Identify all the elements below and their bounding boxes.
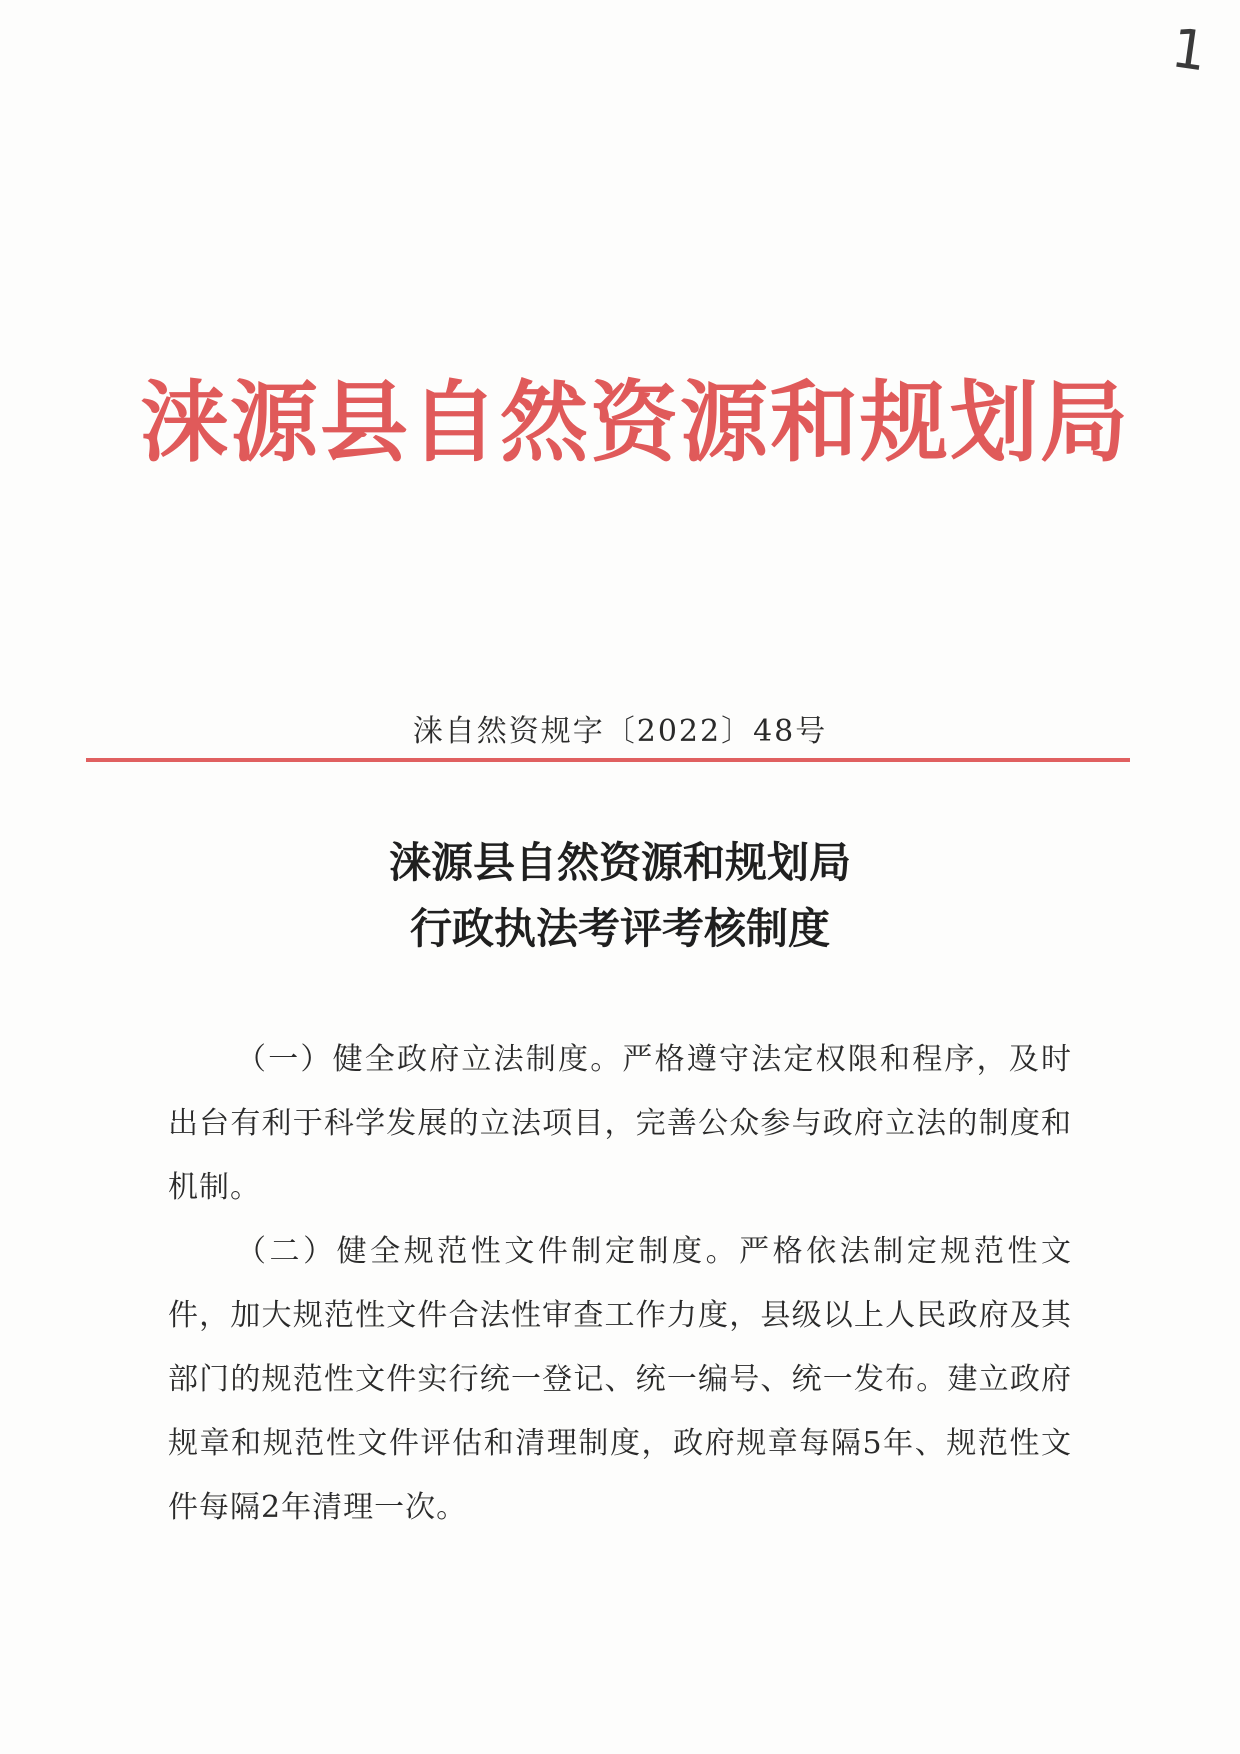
document-body: [168, 1028, 1072, 1540]
handwritten-page-number: 1: [1167, 16, 1211, 84]
document-title-line-1: 涞源县自然资源和规划局: [388, 838, 851, 887]
document-title-line-2: 行政执法考评考核制度: [409, 904, 830, 953]
body-paragraph-1: （一）健全政府立法制度。严格遵守法定权限和程序，及时出台有利于科学发展的立法项目，完善公众参与政府立法的制度和机制。: [168, 1042, 1072, 1205]
red-divider-line: [86, 758, 1130, 762]
body-paragraph-2: （二）健全规范性文件制定制度。严格依法制定规范性文件，加大规范性文件合法性审查工作力度，县级以上人民政府及其部门的规范性文件实行统一登记、统一编号、统一发布。建立政府规章和规范性文件评估和清理制度，政府规章每隔5年、规范性文件每隔2年清理一次。: [168, 1234, 1072, 1525]
document-number: 涞自然资规字〔2022〕48号: [412, 714, 828, 749]
masthead-title: 涞源县自然资源和规划局: [140, 371, 1131, 474]
